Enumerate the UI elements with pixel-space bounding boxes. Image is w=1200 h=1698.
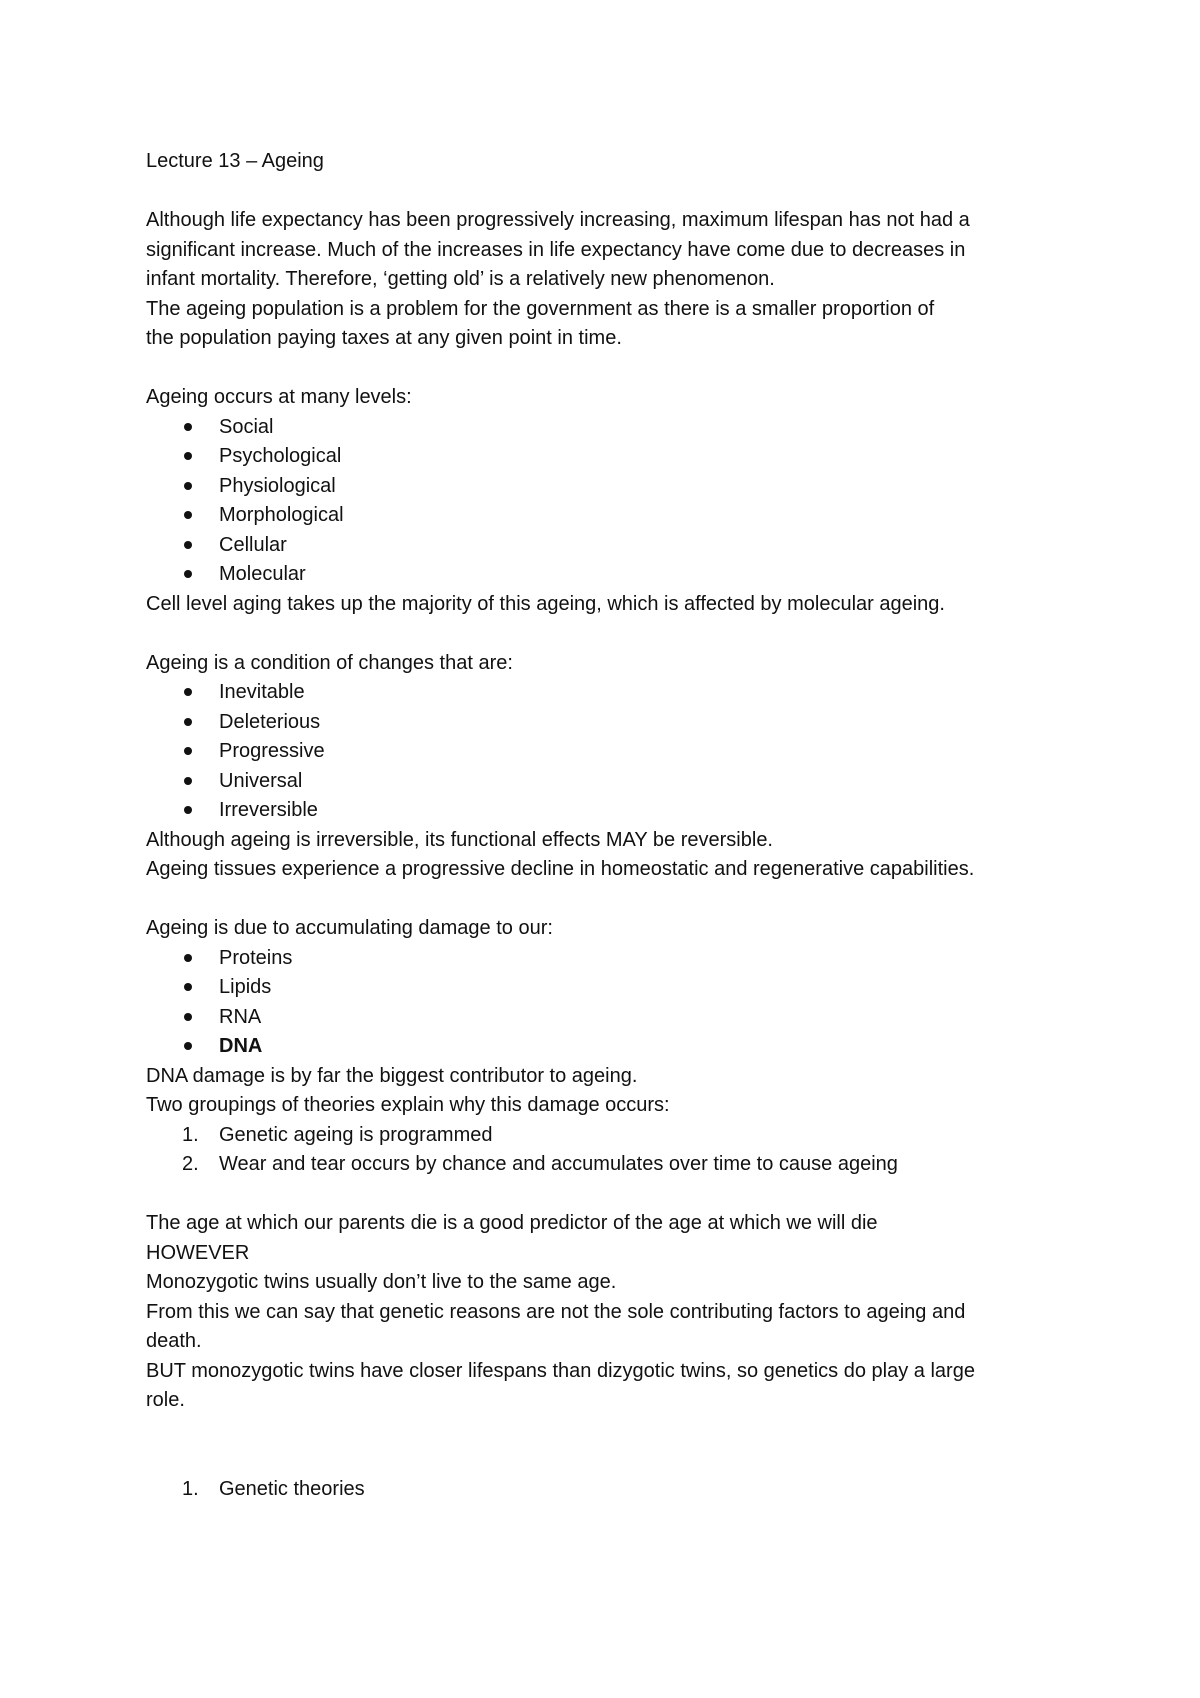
list-item: Lipids — [146, 973, 1076, 1003]
levels-note: Cell level aging takes up the majority of this ageing, which is affected by molecular ageing. — [146, 592, 945, 615]
theories-list — [146, 1121, 1076, 1180]
spacer — [146, 177, 1076, 207]
changes-list — [146, 678, 1076, 826]
list-item: Cellular — [146, 531, 1076, 561]
changes-note: Ageing tissues experience a progressive decline in homeostatic and regenerative capabilities. — [146, 858, 975, 880]
bullet-icon — [184, 423, 192, 431]
levels-section — [146, 383, 1076, 619]
intro-line: significant increase. Much of the increases in life expectancy have come due to decreases in — [146, 238, 966, 261]
bullet-icon — [184, 954, 192, 962]
spacer — [146, 885, 1076, 915]
document-page — [146, 147, 1076, 1504]
list-item: 1. Genetic ageing is programmed — [182, 1123, 493, 1146]
list-item: Proteins — [146, 944, 1076, 974]
twins-line: HOWEVER — [146, 1241, 250, 1264]
spacer — [146, 354, 1076, 384]
twins-paragraph — [146, 1209, 1076, 1416]
bullet-icon — [184, 688, 192, 696]
levels-list — [146, 413, 1076, 590]
bullet-icon — [184, 806, 192, 814]
list-item: 2. Wear and tear occurs by chance and accumulates over time to cause ageing — [182, 1153, 898, 1175]
bullet-icon — [184, 1042, 192, 1050]
twins-line: Monozygotic twins usually don’t live to the same age. — [146, 1271, 617, 1293]
list-item: Irreversible — [146, 796, 1076, 826]
changes-note: Although ageing is irreversible, its functional effects MAY be reversible. — [146, 828, 773, 851]
intro-line: the population paying taxes at any given point in time. — [146, 327, 622, 349]
twins-line: BUT monozygotic twins have closer lifespans than dizygotic twins, so genetics do play a large — [146, 1359, 975, 1382]
twins-line: The age at which our parents die is a good predictor of the age at which we will die — [146, 1212, 878, 1234]
spacer — [146, 1180, 1076, 1210]
list-item: Universal — [146, 767, 1076, 797]
twins-line: role. — [146, 1389, 185, 1411]
list-item: Morphological — [146, 501, 1076, 531]
list-item: DNA — [146, 1032, 1076, 1062]
intro-line: The ageing population is a problem for the government as there is a smaller proportion of — [146, 297, 935, 320]
damage-note: DNA damage is by far the biggest contributor to ageing. — [146, 1064, 638, 1087]
bullet-icon — [184, 777, 192, 785]
bullet-icon — [184, 983, 192, 991]
section-heading: 1. Genetic theories — [182, 1477, 365, 1500]
intro-line: Although life expectancy has been progressively increasing, maximum lifespan has not had a — [146, 209, 970, 231]
levels-heading: Ageing occurs at many levels: — [146, 386, 412, 408]
bullet-icon — [184, 718, 192, 726]
list-item: Deleterious — [146, 708, 1076, 738]
bullet-icon — [184, 511, 192, 519]
intro-line: infant mortality. Therefore, ‘getting old’ is a relatively new phenomenon. — [146, 268, 775, 290]
list-item: Psychological — [146, 442, 1076, 472]
damage-heading: Ageing is due to accumulating damage to our: — [146, 917, 553, 939]
list-item: Progressive — [146, 737, 1076, 767]
spacer — [146, 619, 1076, 649]
damage-list — [146, 944, 1076, 1062]
intro-paragraph — [146, 206, 1076, 354]
bullet-icon — [184, 541, 192, 549]
page-title: Lecture 13 – Ageing — [146, 150, 324, 172]
changes-section — [146, 649, 1076, 885]
list-item: RNA — [146, 1003, 1076, 1033]
twins-line: death. — [146, 1330, 202, 1352]
list-item: Molecular — [146, 560, 1076, 590]
bullet-icon — [184, 570, 192, 578]
changes-heading: Ageing is a condition of changes that are: — [146, 651, 513, 674]
list-item: Social — [146, 413, 1076, 443]
list-item: Inevitable — [146, 678, 1076, 708]
bullet-icon — [184, 747, 192, 755]
list-item: Physiological — [146, 472, 1076, 502]
bullet-icon — [184, 452, 192, 460]
twins-line: From this we can say that genetic reasons are not the sole contributing factors to ageing and — [146, 1300, 966, 1323]
spacer — [146, 1416, 1076, 1475]
damage-note: Two groupings of theories explain why this damage occurs: — [146, 1094, 670, 1116]
bullet-icon — [184, 1013, 192, 1021]
damage-section — [146, 914, 1076, 1180]
bullet-icon — [184, 482, 192, 490]
